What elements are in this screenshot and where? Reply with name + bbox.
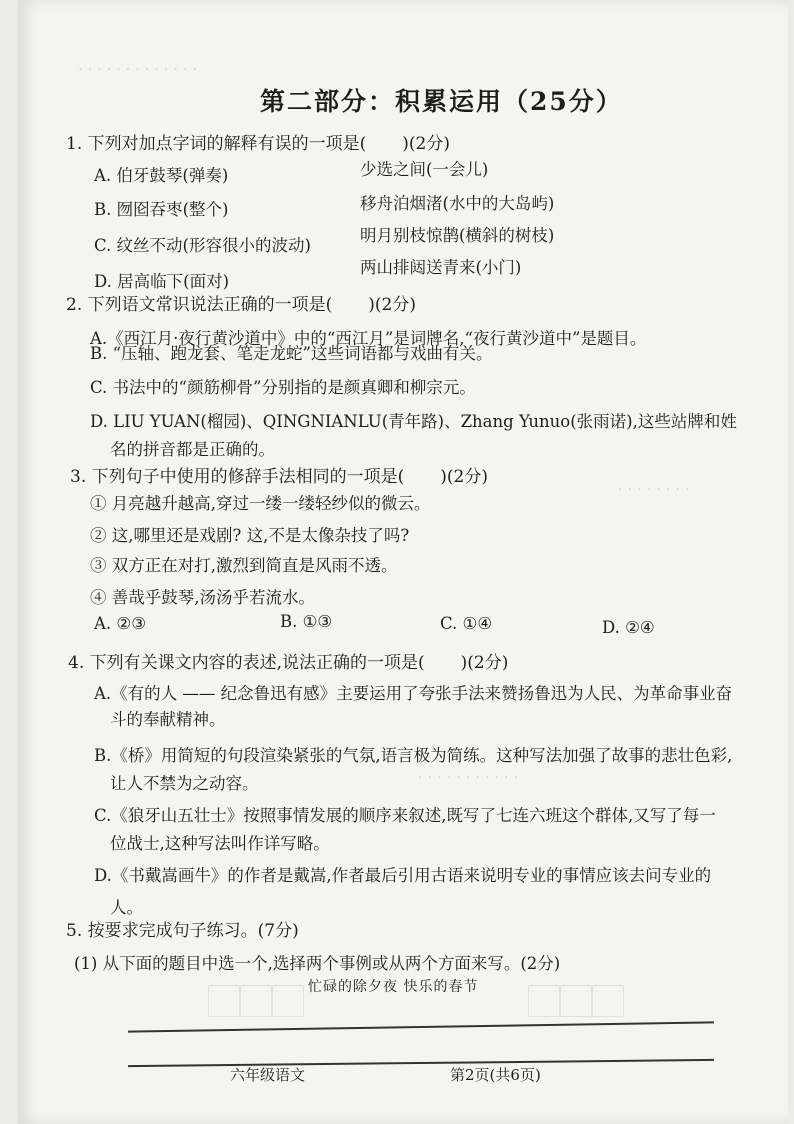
question-5-stem: 5. 按要求完成句子练习。(7分) — [66, 921, 299, 941]
stem-text: 4. 下列有关课文内容的表述,说法正确的一项是( — [68, 653, 425, 673]
q4-option-b-line2: 让人不禁为之动容。 — [110, 774, 259, 793]
answer-line[interactable] — [128, 1021, 714, 1032]
section-title: 第二部分：积累运用（25分） — [260, 87, 623, 116]
stem-text: 3. 下列句子中使用的修辞手法相同的一项是( — [70, 467, 405, 487]
q4-option-a-line1: A.《有的人 —— 纪念鲁迅有感》主要运用了夸张手法来赞扬鲁迅为人民、为革命事业奋 — [94, 684, 733, 703]
q4-option-b-line1: B.《桥》用简短的句段渲染紧张的气氛,语言极为简练。这种写法加强了故事的悲壮色彩, — [94, 746, 733, 765]
q3-sentence-4: ④ 善哉乎鼓琴,汤汤乎若流水。 — [90, 588, 315, 607]
q5-topic-options: 忙碌的除夕夜 快乐的春节 — [308, 979, 479, 995]
q1-option-c-left — [94, 232, 311, 256]
q4-option-d-line2: 人。 — [110, 898, 143, 917]
stem-points: )(2分) — [402, 134, 450, 154]
q4-option-a-line2: 斗的奉献精神。 — [110, 710, 226, 729]
q3-option-d: D. ②④ — [602, 618, 655, 637]
bleed-grid-cell — [240, 985, 272, 1017]
answer-line[interactable] — [128, 1059, 714, 1067]
q1-option-b-left — [94, 196, 229, 220]
footer-page-number: 第2页(共6页) — [450, 1066, 541, 1084]
stem-text: 2. 下列语文常识说法正确的一项是( — [66, 295, 333, 315]
option-label: D. — [94, 272, 118, 291]
question-4-stem — [68, 648, 508, 673]
q3-option-c: C. ①④ — [440, 614, 493, 633]
option-text: 伯牙鼓琴(弹奏) — [116, 166, 229, 185]
q3-sentence-3: ③ 双方正在对打,激烈到简直是风雨不透。 — [90, 556, 398, 575]
q2-option-d-line1: D. LIU YUAN(榴园)、QINGNIANLU(青年路)、Zhang Yunuo(张雨诺),这些站牌和姓 — [90, 412, 737, 431]
q2-option-c: C. 书法中的“颜筋柳骨”分别指的是颜真卿和柳宗元。 — [90, 378, 476, 397]
bleed-grid-cell — [208, 985, 240, 1017]
bleed-through-text: · · · · · · · · · · · · · — [78, 60, 198, 78]
q4-option-c-line2: 位战士,这种写法叫作详写略。 — [110, 834, 330, 853]
q3-sentence-2: ② 这,哪里还是戏剧? 这,不是太像杂技了吗? — [90, 526, 410, 545]
bleed-through-text: · · · · · · · · — [618, 480, 690, 498]
q2-option-d-line2: 名的拼音都是正确的。 — [110, 440, 275, 459]
q2-option-a: A.《西江月·夜行黄沙道中》中的“西江月”是词牌名,“夜行黄沙道中”是题目。 — [90, 329, 647, 348]
option-text: 囫囵吞枣(整个) — [116, 200, 229, 219]
stem-points: )(2分) — [460, 653, 509, 673]
exam-page — [18, 0, 788, 1124]
q1-option-d-left — [94, 268, 229, 292]
stem-text: 1. 下列对加点字词的解释有误的一项是( — [66, 134, 367, 154]
q3-option-a: A. ②③ — [94, 614, 146, 633]
question-3-stem — [70, 462, 488, 487]
q1-option-b-right: 移舟泊烟渚(水中的大岛屿) — [360, 194, 555, 213]
option-text: 纹丝不动(形容很小的波动) — [116, 236, 311, 255]
footer-subject: 六年级语文 — [230, 1066, 306, 1084]
q2-option-b: B. “压轴、跑龙套、笔走龙蛇”这些词语都与戏曲有关。 — [90, 344, 493, 363]
option-label: C. — [94, 236, 117, 255]
option-label: B. — [94, 200, 117, 219]
bleed-grid-cell — [560, 985, 592, 1017]
stem-points: )(2分) — [440, 467, 488, 487]
option-label: A. — [94, 166, 117, 185]
bleed-through-text: · · · · · · · · · · · — [418, 768, 519, 786]
q1-option-c-right: 明月别枝惊鹊(横斜的树枝) — [360, 226, 555, 245]
q1-option-d-right: 两山排闼送青来(小门) — [360, 258, 522, 277]
q4-option-d-line1: D.《书戴嵩画牛》的作者是戴嵩,作者最后引用古语来说明专业的事情应该去问专业的 — [94, 866, 712, 885]
q4-option-c-line1: C.《狼牙山五壮士》按照事情发展的顺序来叙述,既写了七连六班这个群体,又写了每一 — [94, 806, 716, 825]
question-2-stem — [66, 290, 416, 315]
bleed-grid-cell — [592, 985, 624, 1017]
q3-option-b: B. ①③ — [280, 612, 333, 631]
bleed-grid-cell — [528, 985, 560, 1017]
bleed-grid-cell — [272, 985, 304, 1017]
q1-option-a-right: 少选之间(一会儿) — [360, 160, 489, 179]
q3-sentence-1: ① 月亮越升越高,穿过一缕一缕轻纱似的微云。 — [90, 494, 431, 513]
stem-points: )(2分) — [368, 295, 416, 315]
option-text: 居高临下(面对) — [117, 272, 230, 291]
q1-option-a-left — [94, 162, 228, 186]
question-1-stem — [66, 129, 450, 154]
q5-sub-question-1: (1) 从下面的题目中选一个,选择两个事例或从两个方面来写。(2分) — [74, 954, 561, 973]
